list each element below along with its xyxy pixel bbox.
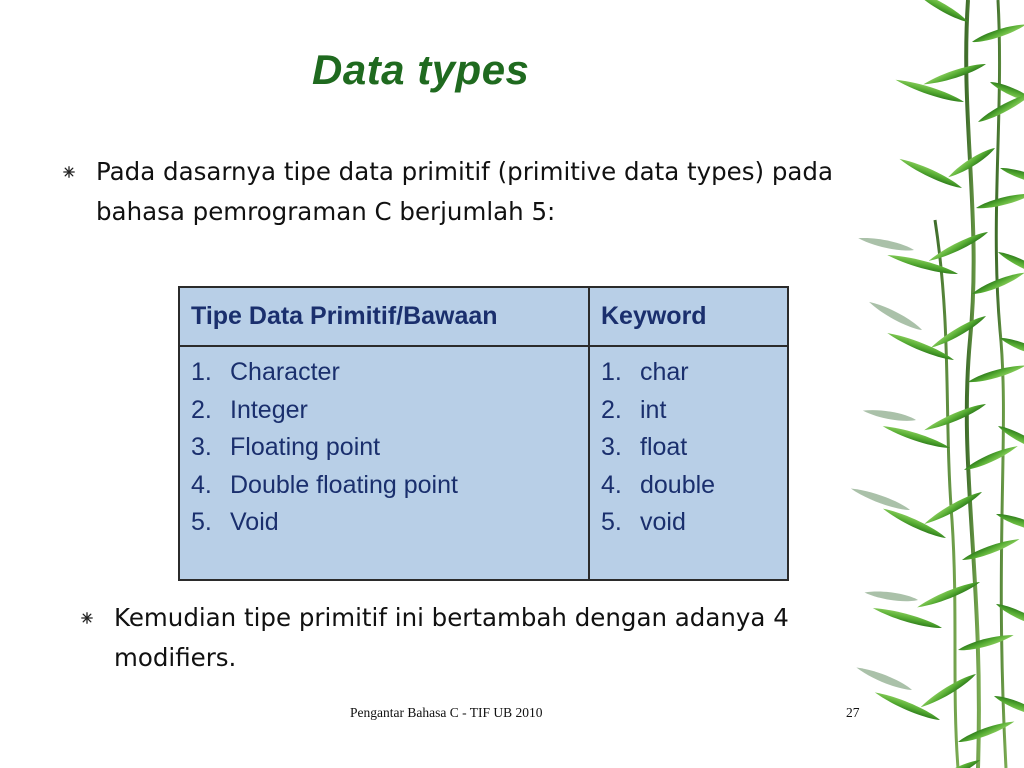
type-list-item	[191, 392, 588, 430]
bullet-item-intro	[60, 152, 850, 232]
keyword-list-item	[601, 392, 787, 430]
keyword-list-number: 1.	[601, 358, 622, 386]
bamboo-leaves-decoration	[840, 0, 1024, 768]
slide-title: Data types	[312, 46, 530, 93]
asterisk-bullet-icon	[60, 152, 78, 192]
data-table	[178, 286, 789, 581]
type-list-label: Double floating point	[230, 470, 458, 499]
type-list-label: Character	[230, 358, 340, 386]
header-keyword-cell: Keyword	[589, 287, 788, 346]
type-list-number: 4.	[191, 470, 212, 499]
type-list	[191, 354, 588, 542]
type-list-number: 5.	[191, 508, 212, 536]
keyword-list-label: int	[640, 395, 667, 424]
bullet-text-intro: Pada dasarnya tipe data primitif (primitive data types) pada bahasa pemrograman C berjumlah 5:	[96, 157, 833, 226]
keyword-list-label: float	[640, 433, 688, 461]
keyword-list	[601, 354, 787, 542]
keyword-list-number: 2.	[601, 395, 622, 424]
footer-text: Pengantar Bahasa C - TIF UB 2010	[350, 705, 543, 720]
keyword-list-label: char	[640, 358, 689, 386]
asterisk-bullet-icon	[78, 598, 96, 638]
keyword-list-item	[601, 467, 787, 505]
keyword-list-number: 3.	[601, 433, 622, 461]
header-type-cell: Tipe Data Primitif/Bawaan	[179, 287, 589, 346]
primitive-types-table	[178, 286, 787, 581]
type-list-item	[191, 504, 588, 542]
type-list-number: 2.	[191, 395, 212, 424]
bullet-text-modifiers: Kemudian tipe primitif ini bertambah dengan adanya 4 modifiers.	[114, 603, 789, 672]
keyword-list-item	[601, 354, 787, 392]
type-list-number: 1.	[191, 358, 212, 386]
type-list-item	[191, 429, 588, 467]
type-list-number: 3.	[191, 433, 212, 461]
type-list-item	[191, 467, 588, 505]
keyword-list-label: void	[640, 508, 686, 536]
keyword-list-number: 4.	[601, 470, 622, 499]
type-list-cell	[179, 346, 589, 580]
keyword-list-cell	[589, 346, 788, 580]
bullet-item-modifiers	[78, 598, 878, 678]
type-list-item	[191, 354, 588, 392]
keyword-list-label: double	[640, 470, 716, 499]
page-number: 27	[846, 705, 860, 720]
keyword-list-item	[601, 504, 787, 542]
keyword-list-number: 5.	[601, 508, 622, 536]
type-list-label: Integer	[230, 395, 308, 424]
keyword-list-item	[601, 429, 787, 467]
table-header-row	[179, 287, 788, 346]
type-list-label: Void	[230, 508, 279, 536]
table-row	[179, 346, 788, 580]
type-list-label: Floating point	[230, 433, 381, 461]
